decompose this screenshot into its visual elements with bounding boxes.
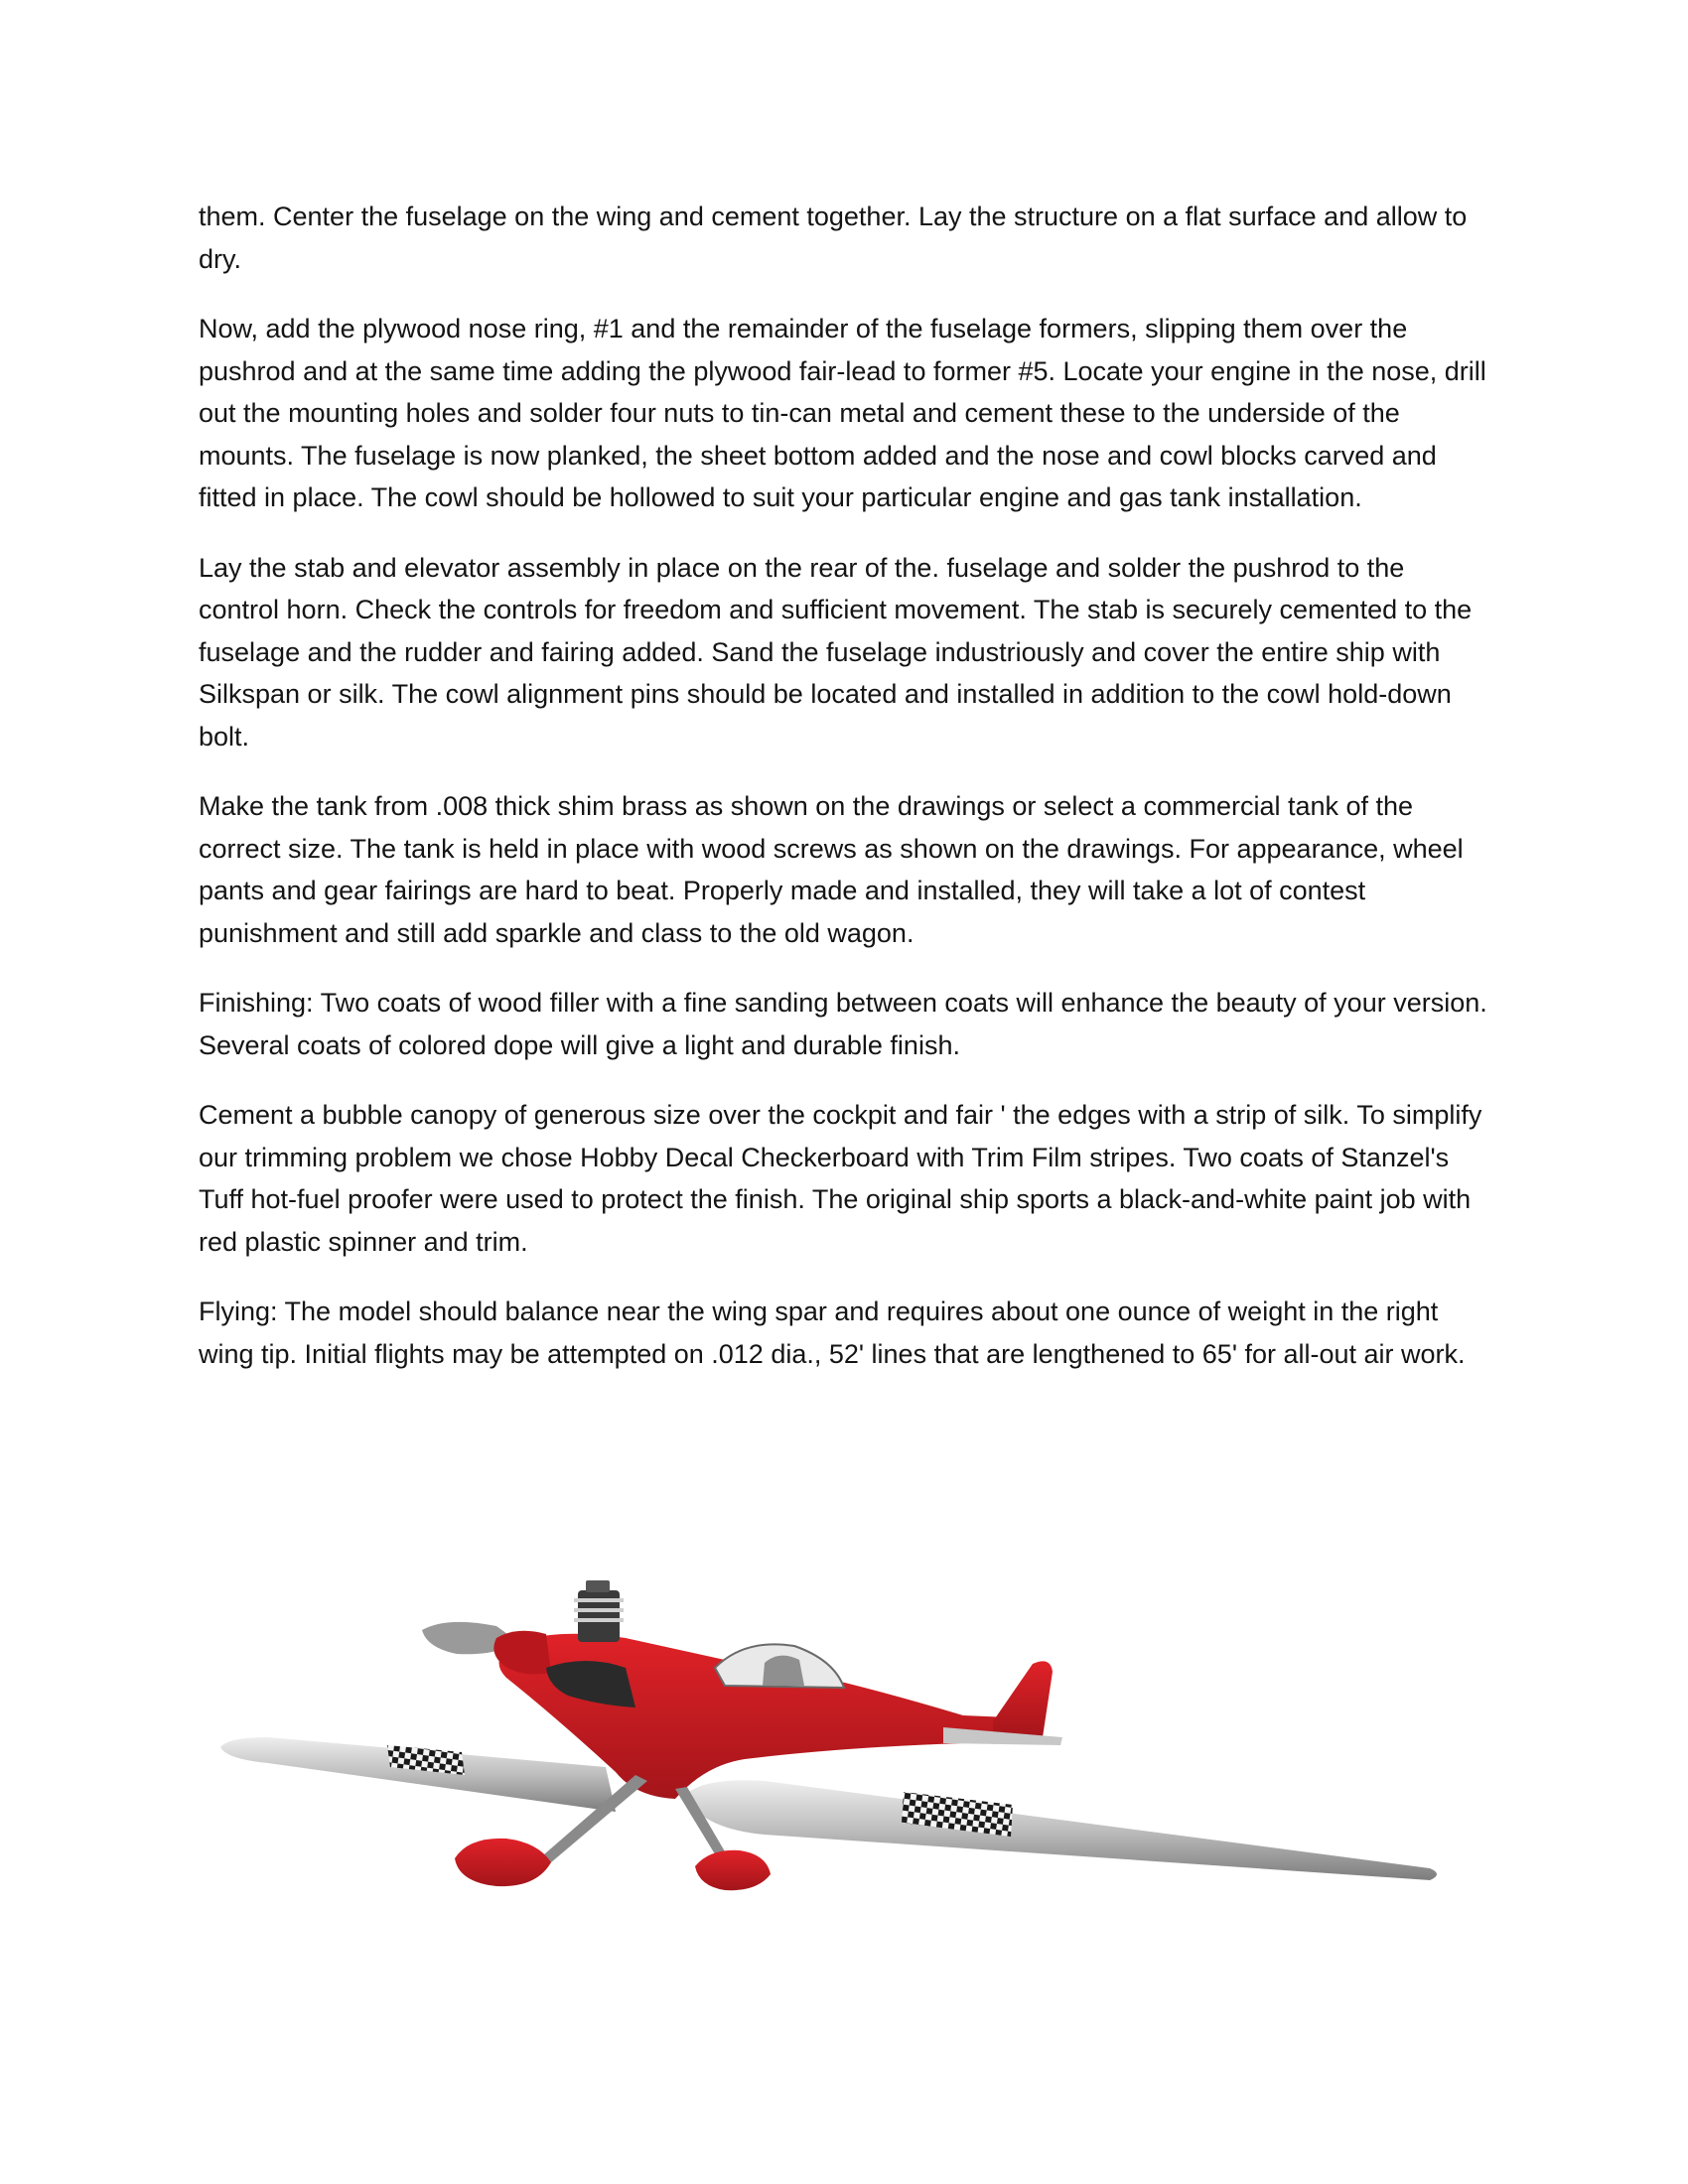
paragraph-1: them. Center the fuselage on the wing and cement together. Lay the structure on a flat surface and allow to dry. [199,202,1468,274]
paragraph-4: Make the tank from .008 thick shim brass as shown on the drawings or select a commercial tank of the correct size. The tank is held in place with wood screws as shown on the drawings. For appearance, wheel pants and gear fairings are hard to beat. Properly made and installed, they will take a lot of contest punishment and still add sparkle and class to the old wagon. [199,791,1464,948]
paragraph-5: Finishing: Two coats of wood filler with a fine sanding between coats will enhance the beauty of your version. Several coats of colored dope will give a light and durable finish. [199,988,1487,1060]
left-wheel-pant [455,1839,551,1886]
model-airplane-illustration [209,1569,1450,1906]
right-wheel-pant [695,1850,771,1890]
paragraph-2: Now, add the plywood nose ring, #1 and the remainder of the fuselage formers, slipping them over the pushrod and at the same time adding the plywood fair-lead to former #5. Locate your engine in the nose, drill out the mounting holes and solder four nuts to tin-can metal and cement these to the underside of the mounts. The fuselage is now planked, the sheet bottom added and the nose and cowl blocks carved and fitted in place. The cowl should be hollowed to suit your particular engine and gas tank installation. [199,314,1486,512]
article-body [199,196,1489,1403]
paragraph-3: Lay the stab and elevator assembly in place on the rear of the. fuselage and solder the pushrod to the control horn. Check the controls for freedom and sufficient movement. The stab is securely cemented to the fuselage and the rudder and fairing added. Sand the fuselage industriously and cover the entire ship with Silkspan or silk. The cowl alignment pins should be located and installed in addition to the cowl hold-down bolt. [199,552,1473,751]
paragraph-6: Cement a bubble canopy of generous size over the cockpit and fair ' the edges with a strip of silk. To simplify our trimming problem we chose Hobby Decal Checkerboard with Trim Film stripes. Two coats of Stanzel's Tuff hot-fuel proofer were used to protect the finish. The original ship sports a black-and-white paint job with red plastic spinner and trim. [199,1100,1482,1257]
paragraph-7: Flying: The model should balance near the wing spar and requires about one ounce of weight in the right wing tip. Initial flights may be attempted on .012 dia., 52' lines that are lengthened to 65' for all-out air work. [199,1297,1466,1369]
tail-fin [993,1661,1053,1739]
model-airplane-figure [209,1569,1450,1906]
right-wing [685,1780,1437,1880]
engine [574,1580,624,1642]
pilot [763,1656,804,1686]
